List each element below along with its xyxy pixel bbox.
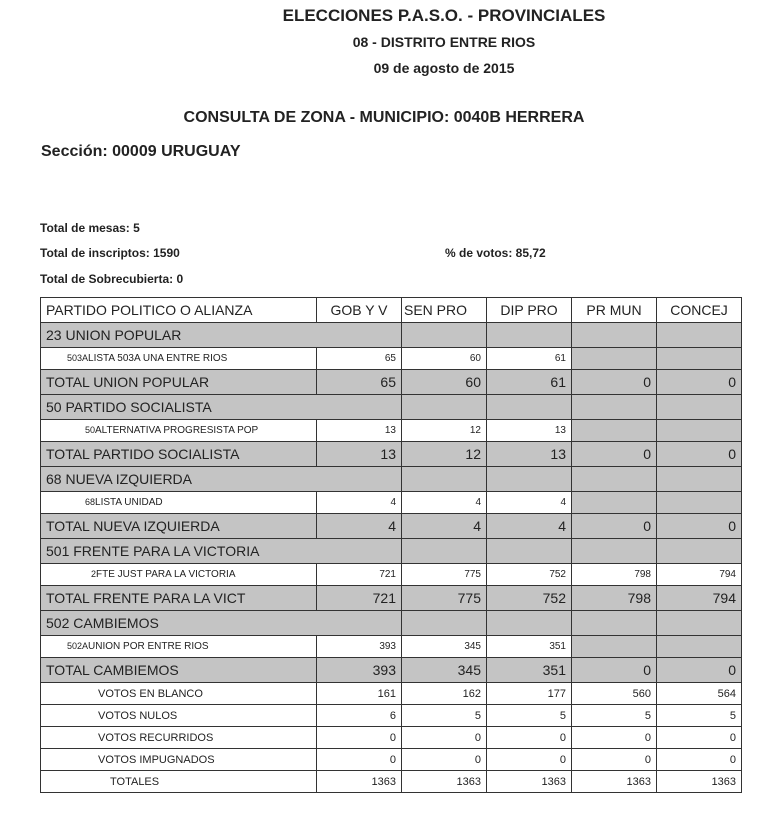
- report-title: ELECCIONES P.A.S.O. - PROVINCIALES: [282, 6, 606, 25]
- votos-value: 564: [657, 683, 742, 705]
- list-name: [41, 420, 317, 442]
- list-vote-value: 4: [317, 492, 402, 514]
- empty-cell: [657, 395, 742, 420]
- consulta-title: CONSULTA DE ZONA - MUNICIPIO: 0040B HERRERA: [183, 109, 585, 126]
- table-header-row: [41, 298, 742, 323]
- party-total-value: 393: [317, 658, 402, 683]
- col-header-sen: SEN PRO: [402, 298, 487, 323]
- party-total-value: 345: [402, 658, 487, 683]
- votos-value: 0: [402, 749, 487, 771]
- list-code: 68: [85, 497, 96, 507]
- party-total-row: [41, 586, 742, 611]
- party-total-value: 13: [317, 442, 402, 467]
- votos-value: 0: [657, 727, 742, 749]
- list-vote-value: 65: [317, 348, 402, 370]
- empty-cell: [572, 611, 657, 636]
- empty-cell: [402, 611, 487, 636]
- list-vote-value: 13: [317, 420, 402, 442]
- list-name: [41, 564, 317, 586]
- party-total-label: TOTAL UNION POPULAR: [41, 370, 317, 395]
- party-group-row: [41, 539, 742, 564]
- list-vote-value: 393: [317, 636, 402, 658]
- party-total-value: 775: [402, 586, 487, 611]
- list-vote-value: 798: [572, 564, 657, 586]
- list-vote-value: 345: [402, 636, 487, 658]
- list-label: LISTA UNIDAD: [95, 497, 163, 508]
- total-mesas: Total de mesas: 5: [40, 221, 140, 235]
- votos-value: 0: [317, 749, 402, 771]
- party-total-value: 0: [572, 370, 657, 395]
- total-inscriptos: Total de inscriptos: 1590: [40, 246, 180, 260]
- party-total-label: TOTAL FRENTE PARA LA VICT: [41, 586, 317, 611]
- list-vote-value: [657, 420, 742, 442]
- party-total-label: TOTAL CAMBIEMOS: [41, 658, 317, 683]
- list-code: 2: [91, 569, 97, 579]
- party-total-value: 0: [572, 514, 657, 539]
- party-total-label: TOTAL NUEVA IZQUIERDA: [41, 514, 317, 539]
- party-group-name: 23 UNION POPULAR: [41, 323, 402, 348]
- totales-value: 1363: [572, 771, 657, 793]
- party-total-value: 12: [402, 442, 487, 467]
- party-total-row: [41, 658, 742, 683]
- empty-cell: [402, 539, 487, 564]
- votos-value: 5: [572, 705, 657, 727]
- totales-value: 1363: [657, 771, 742, 793]
- party-total-value: 4: [487, 514, 572, 539]
- votos-value: 161: [317, 683, 402, 705]
- votos-value: 162: [402, 683, 487, 705]
- empty-cell: [487, 611, 572, 636]
- empty-cell: [657, 539, 742, 564]
- party-total-value: 752: [487, 586, 572, 611]
- votos-value: 5: [487, 705, 572, 727]
- list-label: LISTA 503A UNA ENTRE RIOS: [88, 353, 228, 364]
- seccion-label: Sección: 00009 URUGUAY: [41, 143, 241, 160]
- list-vote-value: 61: [487, 348, 572, 370]
- votos-label: VOTOS EN BLANCO: [41, 683, 317, 705]
- total-sobrecubierta: Total de Sobrecubierta: 0: [40, 272, 184, 286]
- list-name: [41, 636, 317, 658]
- party-total-value: 0: [657, 514, 742, 539]
- votos-label: VOTOS NULOS: [41, 705, 317, 727]
- empty-cell: [657, 323, 742, 348]
- list-vote-value: 12: [402, 420, 487, 442]
- list-name: [41, 492, 317, 514]
- list-vote-value: [572, 348, 657, 370]
- list-row: [41, 420, 742, 442]
- empty-cell: [487, 539, 572, 564]
- votos-value: 5: [402, 705, 487, 727]
- party-total-value: 351: [487, 658, 572, 683]
- votos-value: 0: [317, 727, 402, 749]
- totales-row: [41, 771, 742, 793]
- votos-row: [41, 705, 742, 727]
- party-total-value: 0: [657, 442, 742, 467]
- list-vote-value: 60: [402, 348, 487, 370]
- party-group-row: [41, 323, 742, 348]
- col-header-partido: PARTIDO POLITICO O ALIANZA: [41, 298, 317, 323]
- empty-cell: [487, 323, 572, 348]
- list-row: [41, 492, 742, 514]
- list-vote-value: [572, 420, 657, 442]
- list-vote-value: 721: [317, 564, 402, 586]
- col-header-prmun: PR MUN: [572, 298, 657, 323]
- party-group-name: 50 PARTIDO SOCIALISTA: [41, 395, 402, 420]
- votos-row: [41, 727, 742, 749]
- totales-value: 1363: [402, 771, 487, 793]
- list-vote-value: 4: [402, 492, 487, 514]
- col-header-dip: DIP PRO: [487, 298, 572, 323]
- party-group-row: [41, 467, 742, 492]
- party-total-value: 798: [572, 586, 657, 611]
- list-vote-value: 752: [487, 564, 572, 586]
- list-name: [41, 348, 317, 370]
- empty-cell: [402, 395, 487, 420]
- party-total-value: 0: [572, 442, 657, 467]
- totales-value: 1363: [487, 771, 572, 793]
- empty-cell: [657, 611, 742, 636]
- list-label: UNION POR ENTRE RIOS: [88, 641, 209, 652]
- party-total-label: TOTAL PARTIDO SOCIALISTA: [41, 442, 317, 467]
- party-total-value: 721: [317, 586, 402, 611]
- list-vote-value: [572, 492, 657, 514]
- list-vote-value: [657, 492, 742, 514]
- list-vote-value: [572, 636, 657, 658]
- empty-cell: [402, 467, 487, 492]
- empty-cell: [487, 467, 572, 492]
- votos-value: 0: [487, 749, 572, 771]
- votos-value: 0: [572, 727, 657, 749]
- party-group-name: 501 FRENTE PARA LA VICTORIA: [41, 539, 402, 564]
- election-date: 09 de agosto de 2015: [373, 60, 515, 76]
- list-vote-value: 794: [657, 564, 742, 586]
- list-vote-value: [657, 636, 742, 658]
- votos-value: 6: [317, 705, 402, 727]
- list-vote-value: 775: [402, 564, 487, 586]
- totales-value: 1363: [317, 771, 402, 793]
- col-header-concej: CONCEJ: [657, 298, 742, 323]
- votos-value: 0: [572, 749, 657, 771]
- list-code: 503A: [67, 353, 89, 363]
- party-total-value: 4: [317, 514, 402, 539]
- list-vote-value: 351: [487, 636, 572, 658]
- list-row: [41, 564, 742, 586]
- empty-cell: [572, 539, 657, 564]
- party-total-value: 0: [657, 658, 742, 683]
- list-code: 502A: [67, 641, 89, 651]
- empty-cell: [572, 467, 657, 492]
- list-row: [41, 348, 742, 370]
- list-vote-value: [657, 348, 742, 370]
- votos-row: [41, 683, 742, 705]
- votos-label: VOTOS IMPUGNADOS: [41, 749, 317, 771]
- list-row: [41, 636, 742, 658]
- votos-row: [41, 749, 742, 771]
- list-label: ALTERNATIVA PROGRESISTA POP: [95, 425, 259, 436]
- party-group-name: 68 NUEVA IZQUIERDA: [41, 467, 402, 492]
- party-total-value: 4: [402, 514, 487, 539]
- list-vote-value: 4: [487, 492, 572, 514]
- party-total-value: 13: [487, 442, 572, 467]
- district-label: 08 - DISTRITO ENTRE RIOS: [352, 34, 536, 50]
- list-code: 50: [85, 425, 96, 435]
- empty-cell: [402, 323, 487, 348]
- party-group-row: [41, 395, 742, 420]
- col-header-gob: GOB Y V: [317, 298, 402, 323]
- empty-cell: [572, 395, 657, 420]
- empty-cell: [657, 467, 742, 492]
- votos-value: 0: [402, 727, 487, 749]
- party-total-value: 61: [487, 370, 572, 395]
- party-total-row: [41, 514, 742, 539]
- votos-value: 0: [487, 727, 572, 749]
- party-total-row: [41, 442, 742, 467]
- votos-label: VOTOS RECURRIDOS: [41, 727, 317, 749]
- party-group-name: 502 CAMBIEMOS: [41, 611, 402, 636]
- party-total-value: 0: [657, 370, 742, 395]
- porcentaje-votos: % de votos: 85,72: [445, 246, 546, 260]
- party-total-row: [41, 370, 742, 395]
- votos-value: 177: [487, 683, 572, 705]
- empty-cell: [487, 395, 572, 420]
- votos-value: 5: [657, 705, 742, 727]
- list-vote-value: 13: [487, 420, 572, 442]
- empty-cell: [572, 323, 657, 348]
- results-table: [40, 297, 742, 793]
- votos-value: 560: [572, 683, 657, 705]
- party-total-value: 60: [402, 370, 487, 395]
- list-label: FTE JUST PARA LA VICTORIA: [96, 569, 236, 580]
- totales-label: TOTALES: [41, 771, 317, 793]
- party-total-value: 65: [317, 370, 402, 395]
- party-group-row: [41, 611, 742, 636]
- party-total-value: 0: [572, 658, 657, 683]
- party-total-value: 794: [657, 586, 742, 611]
- votos-value: 0: [657, 749, 742, 771]
